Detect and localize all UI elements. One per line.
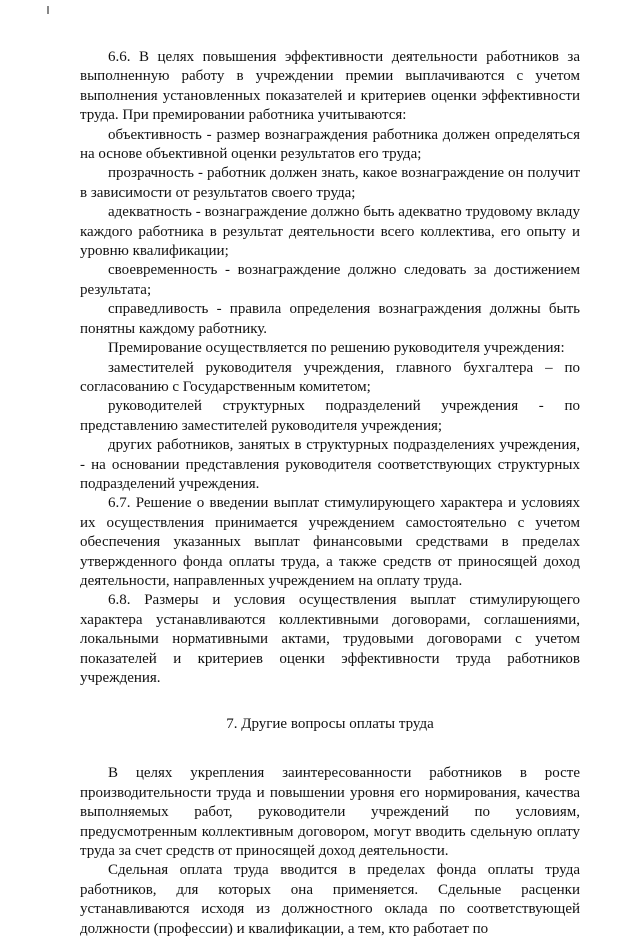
scan-mark — [47, 6, 49, 14]
paragraph-bonus-decision: Премирование осуществляется по решению руководителя учреждения: — [108, 340, 565, 357]
paragraph-deputies: заместителей руководителя учреждения, главного бухгалтера – по согласованию с Государственным комитетом; — [80, 359, 580, 395]
document-page — [80, 48, 580, 939]
paragraph-6-6: 6.6. В целях повышения эффективности деятельности работников за выполненную работу в учреждении премии выплачиваются с учетом выполнения установленных показателей и критериев оценки эффективности труда. При премировании работника учитываются: — [80, 49, 580, 124]
paragraph-6-8: 6.8. Размеры и условия осуществления выплат стимулирующего характера устанавливаются коллективными договорами, соглашениями, локальными нормативными актами, трудовыми договорами с учетом показателей и критериев оценки эффективности труда работников учреждения. — [80, 592, 580, 686]
paragraph-6-7: 6.7. Решение о введении выплат стимулирующего характера и условиях их осуществления принимается учреждением самостоятельно с учетом обеспечения указанных выплат финансовыми средствами в пределах утвержденного фонда оплаты труда, а также средств от приносящей доход деятельности, направленных учреждением на оплату труда. — [80, 495, 580, 589]
section-title: 7. Другие вопросы оплаты труда — [226, 716, 434, 733]
paragraph-piecework-rates: Сдельная оплата труда вводится в пределах фонда оплаты труда работников, для которых она применяется. Сдельные расценки устанавливаются исходя из должностного оклада по соответствующей должности (профессии) и квалификации, а тем, кто работает по — [80, 862, 580, 937]
paragraph-transparency: прозрачность - работник должен знать, какое вознаграждение он получит в зависимости от результатов своего труда; — [80, 165, 580, 201]
paragraph-timeliness: своевременность - вознаграждение должно следовать за достижением результата; — [80, 262, 580, 298]
paragraph-objectivity: объективность - размер вознаграждения работника должен определяться на основе объективной оценки результатов его труда; — [80, 126, 580, 163]
paragraph-other-workers: других работников, занятых в структурных подразделениях учреждения, - на основании представления руководителя соответствующих структурных подразделений учреждения. — [80, 437, 580, 492]
paragraph-adequacy: адекватность - вознаграждение должно быть адекватно трудовому вкладу каждого работника в результат деятельности всего коллектива, его опыту и уровню квалификации; — [80, 204, 580, 260]
paragraph-piecework-intro: В целях укрепления заинтересованности работников в росте производительности труда и повышении уровня его нормирования, качества выполняемых работ, руководители учреждений по условиям, предусмотренным коллективным договором, могут вводить сдельную оплату труда за счет средств от приносящей доход деятельности. — [80, 765, 580, 860]
paragraph-fairness: справедливость - правила определения вознаграждения должны быть понятны каждому работнику. — [80, 301, 580, 337]
paragraph-unit-heads: руководителей структурных подразделений учреждения - по представлению заместителей руководителя учреждения; — [80, 398, 580, 434]
